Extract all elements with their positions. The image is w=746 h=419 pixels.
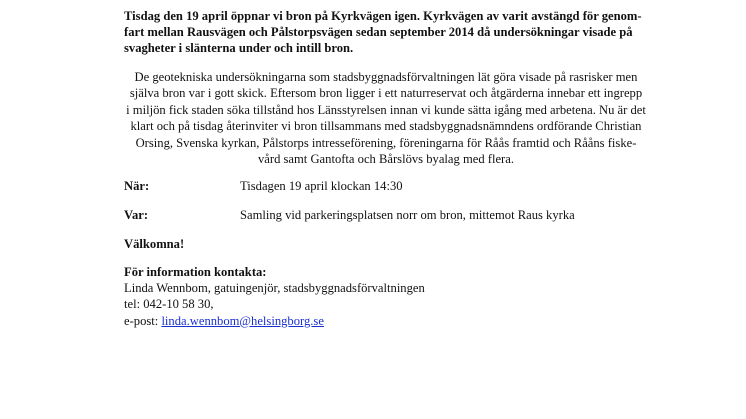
where-label: Var: — [124, 208, 149, 222]
intro-line: svagheter i slänterna under och intill bron. — [124, 41, 354, 55]
intro-line: Tisdag den 19 april öppnar vi bron på Kyrkvägen igen. Kyrkvägen av varit avstängd för genom- — [124, 9, 642, 23]
body-line: klart och på tisdag återinviter vi bron tillsammans med stadsbyggnadsnämndens ordförande Christian — [130, 119, 642, 134]
body-line: själva bron var i gott skick. Eftersom bron ligger i ett naturreservat och åtgärderna innebar ett ingrepp — [129, 86, 643, 101]
contact-block — [124, 264, 425, 329]
when-label: När: — [124, 179, 150, 193]
intro-paragraph — [124, 8, 654, 56]
email-prefix: e-post: — [124, 313, 162, 328]
body-line: vård samt Gantofta och Bårslövs byalag med flera. — [258, 152, 514, 167]
when-value: Tisdagen 19 april klockan 14:30 — [240, 179, 403, 193]
body-paragraph — [112, 69, 660, 167]
contact-heading: För information kontakta: — [124, 265, 267, 279]
email-link[interactable]: linda.wennbom@helsingborg.se — [161, 313, 324, 328]
where-value: Samling vid parkeringsplatsen norr om bron, mittemot Raus kyrka — [240, 208, 575, 222]
body-line: i miljön fick staden söka tillstånd hos Länsstyrelsen innan vi kunde sätta igång med arbetena. Nu är det — [126, 102, 646, 117]
intro-line: fart mellan Rausvägen och Pålstorpsvägen sedan september 2014 då undersökningar visade på — [124, 25, 633, 39]
contact-email-line — [124, 313, 425, 329]
body-line: De geotekniska undersökningarna som stadsbyggnadsförvaltningen lät göra visade på rasrisker men — [134, 70, 638, 84]
welcome-text: Välkomna! — [124, 237, 185, 251]
contact-phone: tel: 042-10 58 30, — [124, 297, 214, 312]
body-line: Orsing, Svenska kyrkan, Pålstorps intresseförening, föreningarna för Råås framtid och Rååns fiske- — [135, 135, 637, 150]
contact-name: Linda Wennbom, gatuingenjör, stadsbyggnadsförvaltningen — [124, 281, 425, 296]
